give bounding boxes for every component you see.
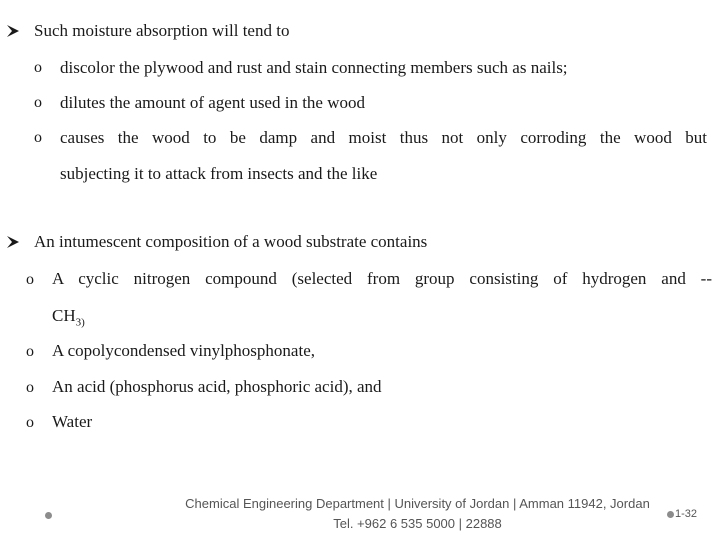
formula-ch: CH — [52, 306, 76, 325]
circle-bullet-icon: o — [34, 59, 42, 76]
footer-line1: Chemical Engineering Department | University of Jordan | Amman 11942, Jordan — [185, 496, 650, 511]
circle-bullet-icon: o — [26, 343, 34, 360]
page-number: 1-32 — [675, 508, 698, 520]
list-item: causes the wood to be damp and moist thus not only corroding the wood but — [60, 128, 707, 147]
arrow-bullet-icon — [6, 235, 20, 249]
list-item: An acid (phosphorus acid, phosphoric acid), and — [52, 377, 382, 396]
list-item-continuation: subjecting it to attack from insects and the like — [60, 164, 378, 183]
list-item: Water — [52, 412, 93, 431]
list-item: A copolycondensed vinylphosphonate, — [52, 341, 315, 360]
circle-bullet-icon: o — [26, 271, 34, 288]
list-item: discolor the plywood and rust and stain connecting members such as nails; — [60, 58, 568, 77]
section2-heading: An intumescent composition of a wood substrate contains — [34, 232, 428, 251]
list-item: A cyclic nitrogen compound (selected from group consisting of hydrogen and -- — [52, 269, 712, 288]
section1-heading: Such moisture absorption will tend to — [34, 21, 290, 40]
list-item-continuation — [52, 306, 85, 332]
circle-bullet-icon: o — [26, 379, 34, 396]
circle-bullet-icon: o — [26, 414, 34, 431]
page-dot-icon — [667, 511, 674, 518]
circle-bullet-icon: o — [34, 94, 42, 111]
footer-dot-icon — [45, 512, 52, 519]
footer-line2: Tel. +962 6 535 5000 | 22888 — [333, 516, 502, 531]
arrow-bullet-icon — [6, 24, 20, 38]
circle-bullet-icon: o — [34, 129, 42, 146]
formula-subscript: 3) — [75, 316, 85, 329]
list-item: dilutes the amount of agent used in the wood — [60, 93, 365, 112]
